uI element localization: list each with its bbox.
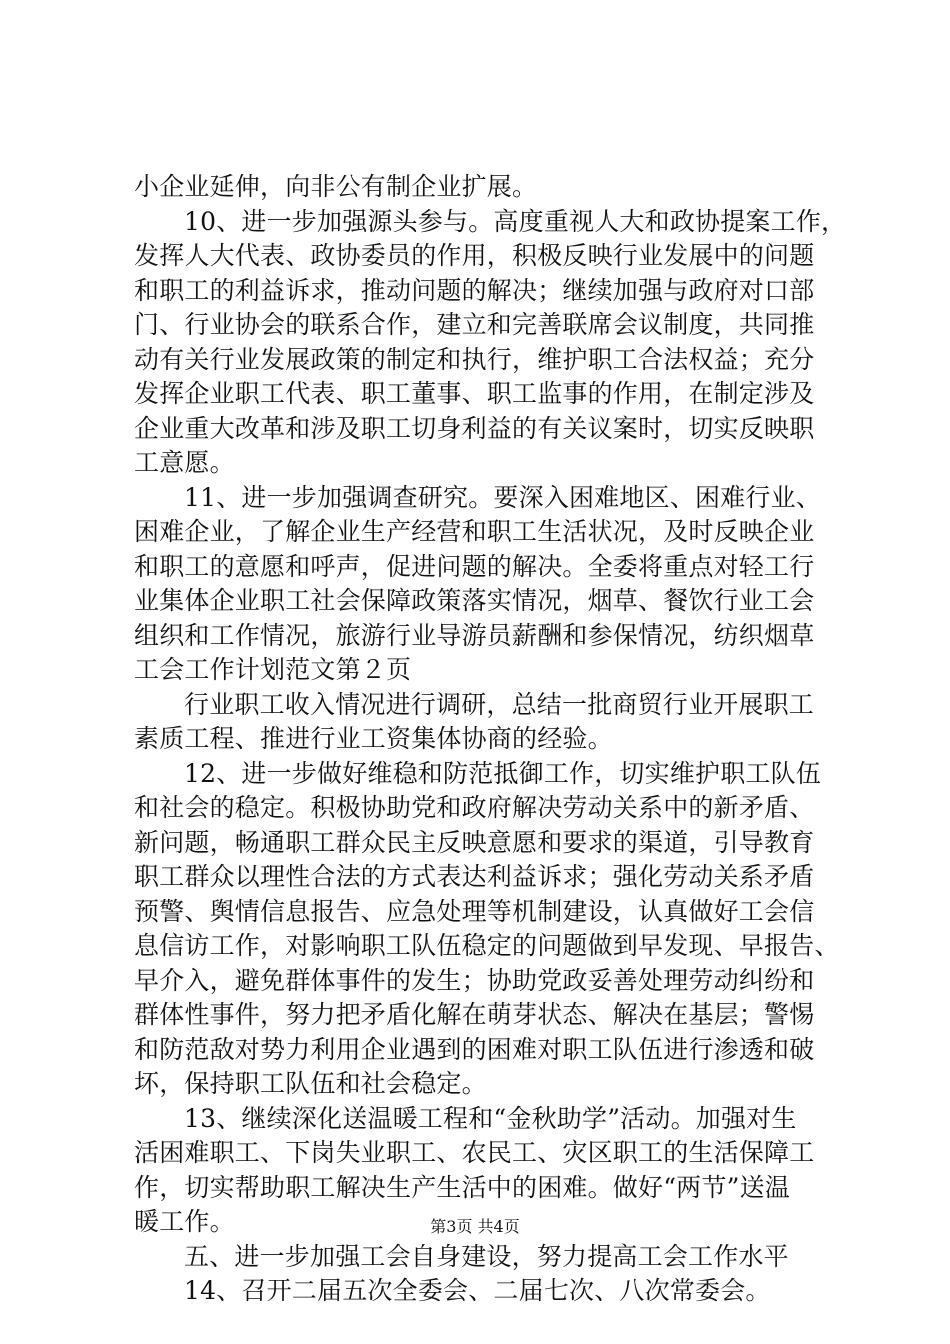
text-line: 坏，保持职工队伍和社会稳定。: [134, 1069, 487, 1098]
text-line: 困难企业，了解企业生产经营和职工生活状况，及时反映企业: [134, 517, 815, 546]
text-line: 10、进一步加强源头参与。高度重视人大和政协提案工作，: [184, 206, 847, 236]
text-line: 息信访工作，对影响职工队伍稳定的问题做到早发现、早报告、: [134, 931, 840, 960]
text-line: 企业重大改革和涉及职工切身利益的有关议案时，切实反映职: [134, 413, 815, 443]
text-line: 12、进一步做好维稳和防范抵御工作，切实维护职工队伍: [184, 758, 822, 788]
text-line: 14、召开二届五次全委会、二届七次、八次常委会。: [184, 1276, 771, 1305]
text-line: 和职工的意愿和呼声，促进问题的解决。全委将重点对轻工行: [134, 551, 815, 581]
text-line: 和社会的稳定。积极协助党和政府解决劳动关系中的新矛盾、: [134, 793, 815, 822]
text-line: 职工群众以理性合法的方式表达利益诉求；强化劳动关系矛盾: [134, 862, 815, 891]
text-line: 业集体企业职工社会保障政策落实情况，烟草、餐饮行业工会: [134, 586, 815, 615]
text-line: 13、继续深化送温暖工程和“金秋助学”活动。加强对生: [184, 1103, 797, 1133]
text-line: 动有关行业发展政策的制定和执行，维护职工合法权益；充分: [134, 344, 815, 374]
text-line: 和防范敌对势力利用企业遇到的困难对职工队伍进行渗透和破: [134, 1034, 815, 1064]
page-footer: 第3页 共4页: [430, 1217, 520, 1236]
document-body: [134, 170, 847, 1309]
text-line: 11、进一步加强调查研究。要深入困难地区、困难行业、: [184, 482, 822, 512]
text-line: 和职工的利益诉求，推动问题的解决；继续加强与政府对口部: [134, 275, 815, 305]
text-line: 素质工程、推进行业工资集体协商的经验。: [134, 724, 613, 753]
text-line: 行业职工收入情况进行调研，总结一批商贸行业开展职工: [184, 689, 815, 719]
text-line: 工意愿。: [134, 448, 235, 477]
text-line: 组织和工作情况，旅游行业导游员薪酬和参保情况，纺织烟草: [134, 620, 815, 650]
text-line: 预警、舆情信息报告、应急处理等机制建设，认真做好工会信: [134, 896, 815, 926]
text-line: 群体性事件，努力把矛盾化解在萌芽状态、解决在基层；警惕: [134, 1000, 815, 1029]
text-line: 发挥企业职工代表、职工董事、职工监事的作用，在制定涉及: [134, 379, 815, 408]
text-line: 门、行业协会的联系合作，建立和完善联席会议制度，共同推: [134, 310, 815, 339]
text-line: 发挥人大代表、政协委员的作用，积极反映行业发展中的问题: [134, 241, 815, 270]
text-line: 五、进一步加强工会自身建设，努力提高工会工作水平: [184, 1241, 789, 1271]
text-line: 小企业延伸，向非公有制企业扩展。: [134, 172, 538, 201]
text-line: 工会工作计划范文第２页: [134, 655, 412, 684]
text-line: 新问题，畅通职工群众民主反映意愿和要求的渠道，引导教育: [134, 827, 815, 857]
text-line: 活困难职工、下岗失业职工、农民工、灾区职工的生活保障工: [134, 1138, 815, 1167]
text-line: 早介入，避免群体事件的发生；协助党政妥善处理劳动纠纷和: [134, 965, 815, 995]
text-line: 暖工作。: [134, 1207, 235, 1236]
text-line: 作，切实帮助职工解决生产生活中的困难。做好“两节”送温: [134, 1172, 790, 1202]
